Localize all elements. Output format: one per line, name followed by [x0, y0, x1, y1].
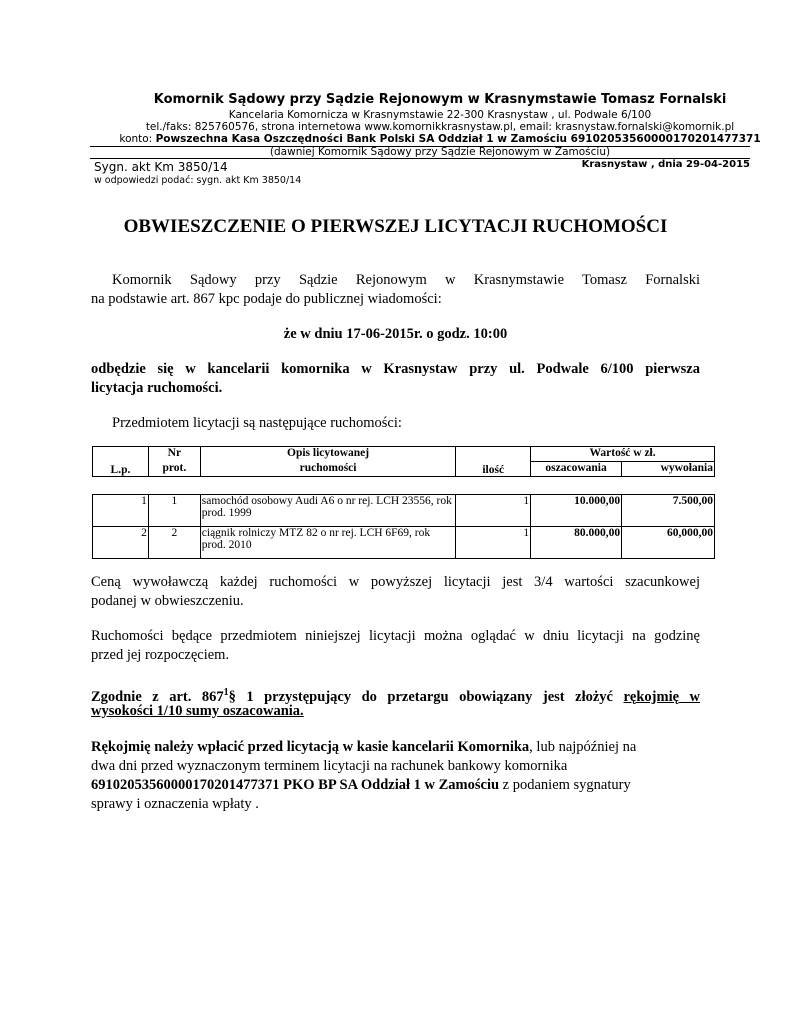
- deposit-clause: § 1 przystępujący do przetargu obowiązany jest złożyć: [228, 688, 624, 705]
- payment-line-3: [91, 776, 700, 795]
- items-table: [92, 494, 715, 559]
- office-title: Komornik Sądowy przy Sądzie Rejonowym w Krasnymstawie Tomasz Fornalski: [153, 92, 727, 107]
- price-line-1: Ceną wywoławczą każdej ruchomości w powyższej licytacji jest 3/4 wartości szacunkowej: [91, 574, 700, 590]
- row-ilosc: 1: [456, 495, 531, 527]
- deposit-line-2: wysokości 1/10 sumy oszacowania.: [91, 703, 304, 719]
- row-oszacowania: 80.000,00: [531, 527, 622, 559]
- row-opis: ciągnik rolniczy MTZ 82 o nr rej. LCH 6F69, rok prod. 2010: [200, 527, 456, 559]
- row-oszacowania: 10.000,00: [531, 495, 622, 527]
- subject-intro: Przedmiotem licytacji są następujące ruchomości:: [112, 415, 402, 431]
- auction-location-line-2: licytacja ruchomości.: [91, 380, 223, 396]
- row-opis: samochód osobowy Audi A6 o nr rej. LCH 23556, rok prod. 1999: [200, 495, 456, 527]
- price-line-2: podanej w obwieszczeniu.: [91, 593, 244, 609]
- account-number: Powszechna Kasa Oszczędności Bank Polski SA Oddział 1 w Zamościu 69102053560000170201477371: [155, 133, 761, 145]
- header-ruchomosci: ruchomości: [200, 462, 455, 477]
- row-nr: 2: [148, 527, 200, 559]
- office-bank-account: [90, 133, 790, 145]
- payment-line-2: dwa dni przed wyznaczonym terminem licytacji na rachunek bankowy komornika: [91, 758, 568, 774]
- viewing-line-2: przed jej rozpoczęciem.: [91, 647, 230, 663]
- intro-line-1: Komornik Sądowy przy Sądzie Rejonowym w Krasnymstawie Tomasz Fornalski: [112, 272, 700, 288]
- payment-instruction: Rękojmię należy wpłacić przed licytacją w kasie kancelarii Komornika: [91, 739, 530, 755]
- office-contact: tel./faks: 825760576, strona internetowa www.komornikkrasnystaw.pl, email: krasnystaw.fornalski@komornik.pl: [145, 121, 735, 133]
- auction-date: że w dniu 17-06-2015r. o godz. 10:00: [283, 326, 508, 342]
- office-address: Kancelaria Komornicza w Krasnymstawie 22-300 Krasnystaw , ul. Podwale 6/100: [228, 109, 652, 121]
- row-ilosc: 1: [456, 527, 531, 559]
- header-oszacowania: oszacowania: [531, 462, 622, 477]
- intro-line-2: na podstawie art. 867 kpc podaje do publicznej wiadomości:: [91, 291, 442, 307]
- deposit-article-superscript: 1: [223, 687, 229, 698]
- table-row: [93, 495, 715, 527]
- header-lp: L.p.: [93, 447, 149, 477]
- payment-account: 69102053560000170201477371 PKO BP SA Oddział 1 w Zamościu: [91, 777, 500, 793]
- payment-line-4: sprawy i oznaczenia wpłaty .: [91, 796, 259, 812]
- table-row: [93, 527, 715, 559]
- header-ilosc: ilość: [456, 447, 531, 477]
- header-opis: Opis licytowanej: [200, 447, 455, 462]
- payment-line-1: [91, 738, 700, 757]
- deposit-article: Zgodnie z art. 867: [91, 688, 224, 705]
- payment-alternative: , lub najpóźniej na: [529, 739, 637, 755]
- row-lp: 2: [93, 527, 149, 559]
- header-prot: prot.: [148, 462, 200, 477]
- header-nr: Nr: [148, 447, 200, 462]
- items-table-header: [92, 446, 715, 477]
- header-wywolania: wywołania: [622, 462, 715, 477]
- account-label: konto:: [119, 133, 156, 145]
- header-wartosc: Wartość w zł.: [531, 447, 715, 462]
- deposit-amount-start: rękojmię w: [623, 688, 701, 705]
- document-heading: OBWIESZCZENIE O PIERWSZEJ LICYTACJI RUCHOMOŚCI: [123, 216, 668, 237]
- auction-location-line-1: odbędzie się w kancelarii komornika w Krasnystaw przy ul. Podwale 6/100 pierwsza: [91, 361, 700, 377]
- reply-reference: w odpowiedzi podać: sygn. akt Km 3850/14: [94, 175, 302, 186]
- office-former-name: (dawniej Komornik Sądowy przy Sądzie Rejonowym w Zamościu): [269, 146, 611, 158]
- document-date: Krasnystaw , dnia 29-04-2015: [581, 159, 750, 170]
- case-signature: Sygn. akt Km 3850/14: [94, 160, 228, 174]
- row-wywolania: 7.500,00: [622, 495, 715, 527]
- row-wywolania: 60,000,00: [622, 527, 715, 559]
- viewing-line-1: Ruchomości będące przedmiotem niniejszej licytacji można oglądać w dniu licytacji na godzinę: [91, 628, 700, 644]
- row-nr: 1: [148, 495, 200, 527]
- payment-note: z podaniem sygnatury: [499, 777, 631, 793]
- row-lp: 1: [93, 495, 149, 527]
